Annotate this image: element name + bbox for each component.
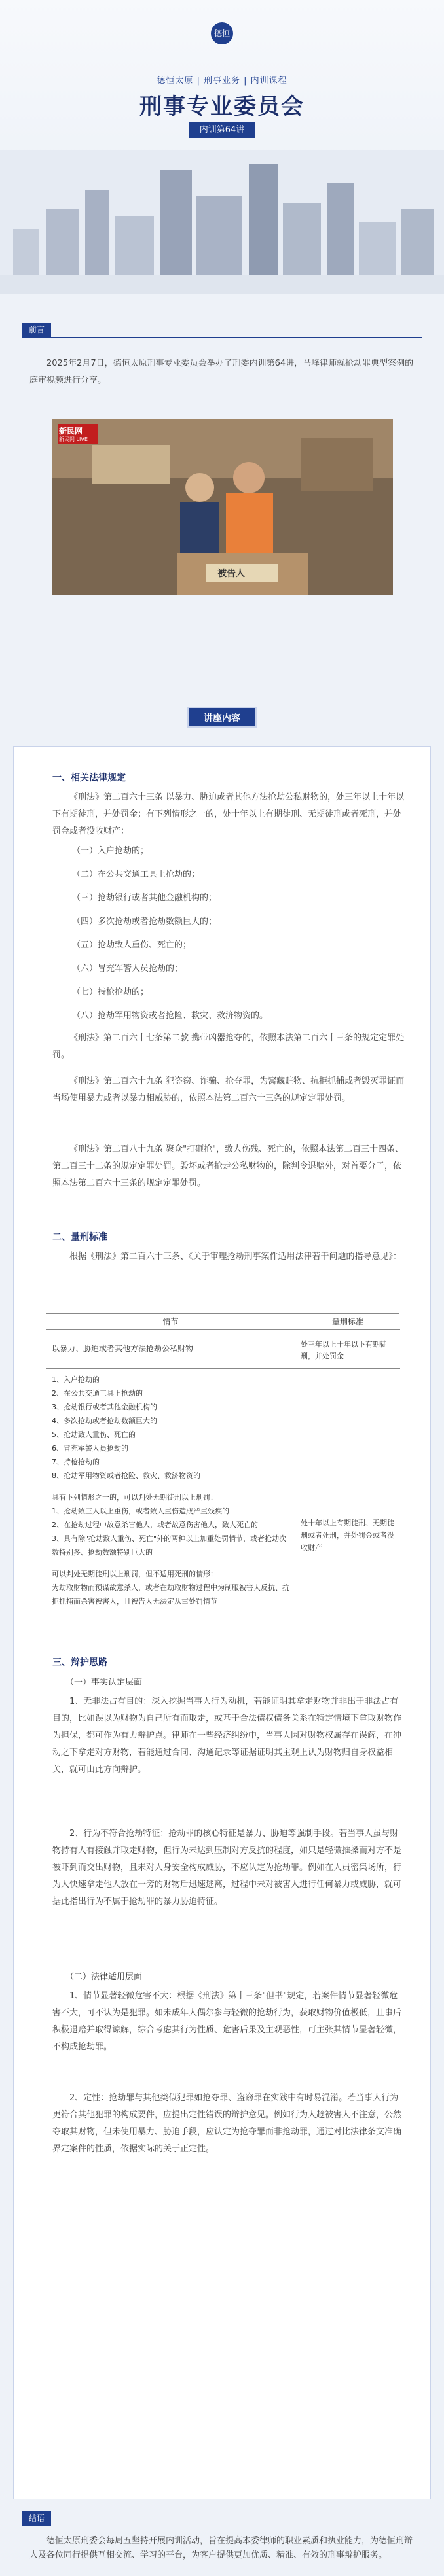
section3-heading: 三、辩护思路 — [52, 1657, 107, 1668]
table-cell-circumstances — [46, 1369, 295, 1628]
table-line: 为劫取财物而预谋故意杀人，或者在劫取财物过程中为制服被害人反抗、抗拒抓捕而杀害被害人，且被告人无法定从重处罚情节 — [52, 1583, 289, 1606]
list-item: （二）在公共交通工具上抢劫的； — [72, 870, 200, 879]
table-line: 4、多次抢劫或者抢劫数额巨大的 — [52, 1417, 157, 1425]
list-item: （四）多次抢劫或者抢劫数额巨大的； — [72, 917, 217, 926]
table-cell: 处三年以上十年以下有期徒刑，并处罚金 — [295, 1330, 400, 1369]
city-skyline-illustration — [0, 150, 444, 294]
table-spacer — [52, 1559, 289, 1567]
table-line: 3、具有除"抢劫致人重伤、死亡"外的两种以上加重处罚情节，或者抢劫次数特别多、抢劫数额特别巨大的 — [52, 1534, 287, 1557]
news-brand-label: 新民网 — [59, 427, 83, 436]
table-line: 5、抢劫致人重伤、死亡的 — [52, 1430, 136, 1439]
news-sub-label: 新民网 LIVE — [59, 436, 88, 442]
table-cell: 处十年以上有期徒刑、无期徒刑或者死刑，并处罚金或者没收财产 — [301, 1519, 394, 1552]
table-line: 1、抢劫致三人以上重伤，或者致人重伤造成严重残疾的 — [52, 1507, 229, 1515]
conclusion-tab: 结语 — [22, 2511, 51, 2526]
table-line: 8、抢劫军用物资或者抢险、救灾、救济物资的 — [52, 1472, 200, 1480]
table-cell: 以暴力、胁迫或者其他方法抢劫公私财物 — [46, 1330, 295, 1369]
section1-p4: 《刑法》第二百八十九条 聚众"打砸抢"，致人伤残、死亡的，依照本法第二百三十四条、第二百三十二条的规定定罪处罚。毁坏或者抢走公私财物的，除判令退赔外，对首要分子，依照本法第二百六十三条的规定定罪处罚。 — [52, 1144, 404, 1188]
section3-p2: 2、行为不符合抢劫特征：抢劫罪的核心特征是暴力、胁迫等强制手段。若当事人虽与财物持有人有接触并取走财物，但行为未达到压制对方反抗的程度，如只是轻微推搡而对方不是被吓到而交出财物，且未对人身安全构成威胁，不应认定为抢劫罪。例如在人员密集场所，行为人快速拿走他人放在一旁的财物后迅速逃离，过程中未对被害人进行任何暴力或威胁，就可据此指出行为不属于抢劫罪的暴力胁迫特征。 — [52, 1829, 402, 1907]
section3-sub2: （二）法律适用层面 — [65, 1972, 143, 1982]
courtroom-photo — [52, 419, 393, 595]
intro-divider — [22, 337, 422, 338]
list-item: （一）入户抢劫的； — [72, 846, 149, 856]
header-banner — [0, 0, 444, 294]
section2-heading: 二、量刑标准 — [52, 1232, 107, 1243]
table-line: 具有下列情形之一的，可以判处无期徒刑以上刑罚： — [52, 1493, 217, 1502]
lecture-content-button[interactable]: 讲座内容 — [187, 707, 257, 728]
lecture-badge: 内训第64讲 — [189, 122, 255, 138]
table-line: 3、抢劫银行或者其他金融机构的 — [52, 1403, 157, 1411]
header-subtitle: 德恒太原 | 刑事业务 | 内训课程 — [157, 76, 287, 86]
list-item: （六）冒充军警人员抢劫的； — [72, 964, 183, 974]
table-line: 1、入户抢劫的 — [52, 1375, 100, 1384]
page-title: 刑事专业委员会 — [139, 94, 305, 120]
list-item: （五）抢劫致人重伤、死亡的； — [72, 940, 192, 950]
section1-p1: 《刑法》第二百六十三条 以暴力、胁迫或者其他方法抢劫公私财物的，处三年以上十年以下有期徒刑，并处罚金；有下列情形之一的，处十年以上有期徒刑、无期徒刑或者死刑，并处罚金或者没收财产： — [52, 792, 405, 836]
intro-text: 2025年2月7日，德恒太原刑事专业委员会举办了刑委内训第64讲，马峰律师就抢劫罪典型案例的庭审视频进行分享。 — [29, 359, 414, 385]
firm-logo: 德恒 — [211, 22, 233, 44]
table-header-circumstance: 情节 — [46, 1314, 295, 1330]
table-header-standard: 量刑标准 — [295, 1314, 400, 1330]
section2-intro: 根据《刑法》第二百六十三条、《关于审理抢劫刑事案件适用法律若干问题的指导意见》： — [69, 1252, 402, 1262]
table-line: 2、在抢劫过程中故意杀害他人，或者故意伤害他人，致人死亡的 — [52, 1521, 258, 1529]
list-item: （八）抢劫军用物资或者抢险、救灾、救济物资的。 — [72, 1011, 268, 1021]
defendant-sign: 被告人 — [217, 569, 245, 579]
section3-p3: 1、情节显著轻微危害不大：根据《刑法》第十三条"但书"规定，若案件情节显著轻微危害不大，可不认为是犯罪。如未成年人偶尔参与轻微的抢劫行为，获取财物价值极低，且事后积极退赔并取得谅解，综合考虑其行为性质、危害后果及主观恶性，可主张其情节显著轻微，不构成抢劫罪。 — [52, 1991, 402, 2052]
table-line: 6、冒充军警人员抢劫的 — [52, 1444, 128, 1453]
section1-p3: 《刑法》第二百六十九条 犯盗窃、诈骗、抢夺罪，为窝藏赃物、抗拒抓捕或者毁灭罪证而当场使用暴力或者以暴力相威胁的，依照本法第二百六十三条的规定定罪处罚。 — [52, 1076, 405, 1103]
table-line: 可以判处无期徒刑以上刑罚，但不适用死刑的情形： — [52, 1570, 217, 1578]
table-line: 2、在公共交通工具上抢劫的 — [52, 1389, 143, 1398]
list-item: （七）持枪抢劫的； — [72, 987, 149, 997]
table-spacer — [52, 1483, 289, 1491]
list-item: （三）抢劫银行或者其他金融机构的； — [72, 893, 217, 903]
section1-heading: 一、相关法律规定 — [52, 773, 126, 783]
section1-p2: 《刑法》第二百六十七条第二款 携带凶器抢夺的，依照本法第二百六十三条的规定定罪处罚。 — [52, 1033, 405, 1060]
intro-tab: 前言 — [22, 323, 51, 337]
conclusion-text: 德恒太原刑委会每周五坚持开展内训活动，旨在提高本委律师的职业素质和执业能力，为德恒刑辩人及各位同行提供互相交流、学习的平台，为客户提供更加优质、精准、有效的刑事辩护服务。 — [29, 2536, 413, 2560]
table-line: 7、持枪抢劫的 — [52, 1458, 100, 1466]
section3-p1: 1、无非法占有目的：深入挖掘当事人行为动机，若能证明其拿走财物并非出于非法占有目的，比如误以为财物为自己所有而取走，或基于合法债权债务关系在特定情境下拿取财物作为担保，都可作为有力辩护点。律师在一些经济纠纷中，当事人因对财物权属存在误解，在冲动之下拿走对方财物，若能通过合同、沟通记录等证据证明其主观上认为财物归自身权益相关，就可由此方向辩护。 — [52, 1697, 402, 1774]
section3-sub1: （一）事实认定层面 — [65, 1678, 143, 1687]
section3-p4: 2、定性：抢劫罪与其他类似犯罪如抢夺罪、盗窃罪在实践中有时易混淆。若当事人行为更符合其他犯罪的构成要件，应提出定性错误的辩护意见。例如行为人趁被害人不注意，公然夺取其财物，但未使用暴力、胁迫手段，应认定为抢夺罪而非抢劫罪，通过对比法律条文准确界定案件的性质，依据实际的关于正定性。 — [52, 2093, 402, 2154]
sentencing-table — [46, 1313, 399, 1627]
